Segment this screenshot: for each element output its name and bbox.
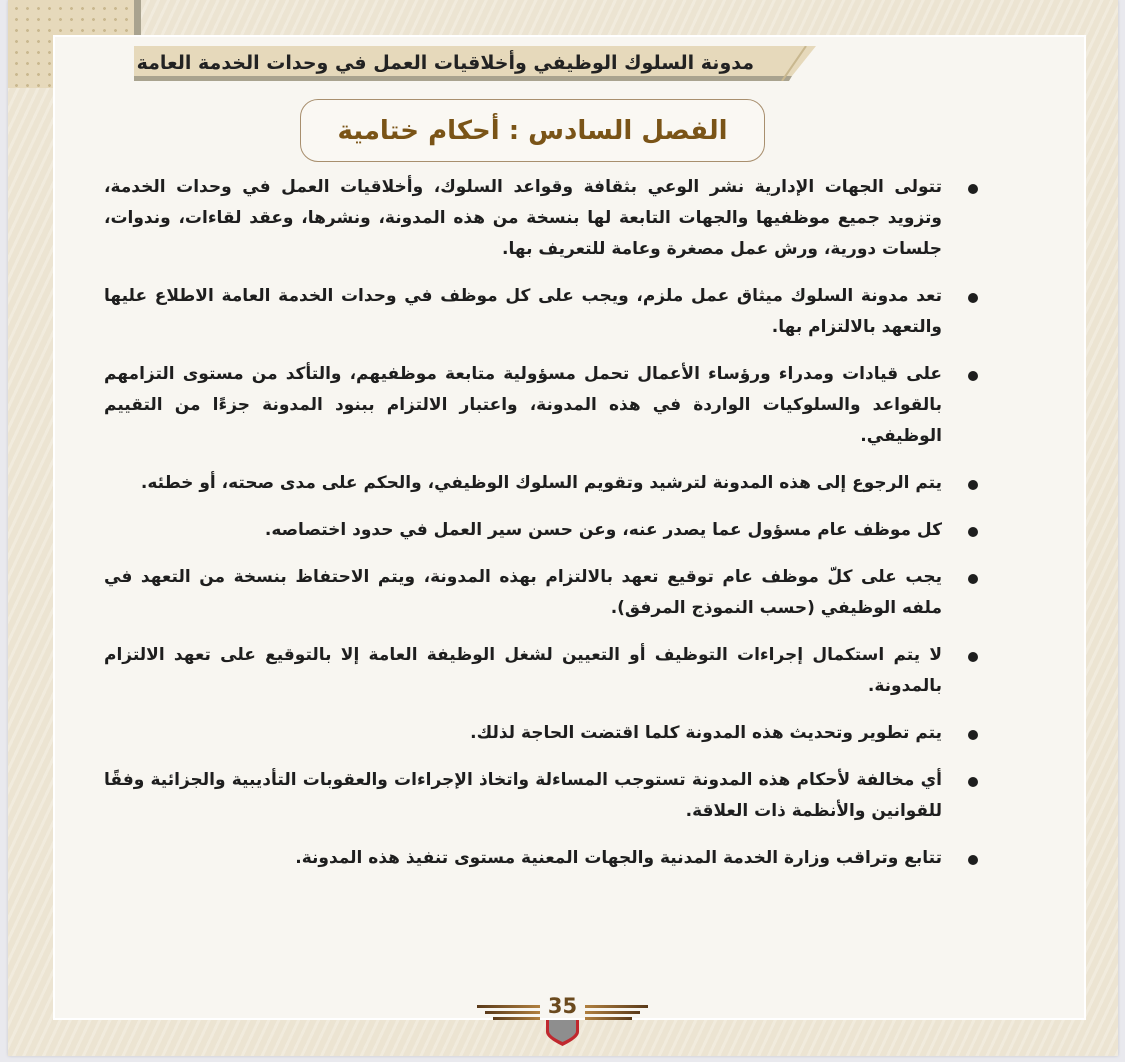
page-number: 35 bbox=[547, 994, 578, 1018]
bullet-icon bbox=[968, 574, 978, 584]
bullet-icon bbox=[968, 730, 978, 740]
clause-text: يتم الرجوع إلى هذه المدونة لترشيد وتقويم السلوك الوظيفي، والحكم على مدى صحته، أو خطئه. bbox=[140, 473, 942, 493]
header-title: مدونة السلوك الوظيفي وأخلاقيات العمل في وحدات الخدمة العامة bbox=[136, 52, 754, 74]
chapter-heading-box bbox=[300, 99, 765, 162]
clause-item bbox=[104, 843, 982, 874]
clause-item bbox=[104, 765, 982, 827]
bullet-icon bbox=[968, 480, 978, 490]
running-header bbox=[134, 46, 816, 81]
clause-item bbox=[104, 172, 982, 265]
clause-text: على قيادات ومدراء ورؤساء الأعمال تحمل مسؤولية متابعة موظفيهم، والتأكد من مستوى التزامهم بالقواعد والسلوكيات الواردة في هذه المدونة، واعتبار الالتزام ببنود المدونة جزءًا من التقييم الوظيفي. bbox=[104, 364, 942, 446]
clause-text: تتابع وتراقب وزارة الخدمة المدنية والجهات المعنية مستوى تنفيذ هذه المدونة. bbox=[295, 848, 942, 868]
bullet-icon bbox=[968, 527, 978, 537]
clause-item bbox=[104, 562, 982, 624]
clause-item bbox=[104, 359, 982, 452]
chapter-title: الفصل السادس : أحكام ختامية bbox=[337, 115, 728, 146]
clause-text: يتم تطوير وتحديث هذه المدونة كلما اقتضت الحاجة لذلك. bbox=[470, 723, 942, 743]
bullet-icon bbox=[968, 652, 978, 662]
clause-item bbox=[104, 281, 982, 343]
page-number-emblem bbox=[475, 996, 650, 1046]
clause-text: يجب على كلّ موظف عام توقيع تعهد بالالتزام بهذه المدونة، ويتم الاحتفاظ بنسخة من التعهد في ملفه الوظيفي (حسب النموذج المرفق). bbox=[104, 567, 942, 618]
clause-item bbox=[104, 515, 982, 546]
bullet-icon bbox=[968, 184, 978, 194]
clause-list bbox=[104, 172, 982, 890]
clause-text: أي مخالفة لأحكام هذه المدونة تستوجب المساءلة واتخاذ الإجراءات والعقوبات التأديبية والجزائية وفقًا للقوانين والأنظمة ذات العلاقة. bbox=[104, 770, 942, 821]
clause-item bbox=[104, 468, 982, 499]
clause-item bbox=[104, 640, 982, 702]
clause-text: لا يتم استكمال إجراءات التوظيف أو التعيين لشغل الوظيفة العامة إلا بالتوقيع على تعهد الالتزام بالمدونة. bbox=[104, 645, 942, 696]
clause-text: تتولى الجهات الإدارية نشر الوعي بثقافة وقواعد السلوك، وأخلاقيات العمل في وحدات الخدمة، وتزويد جميع موظفيها والجهات التابعة لها بنسخة من هذه المدونة، ونشرها، وعقد لقاءات، وندوات، جلسات دورية، ورش عمل مصغرة وعامة للتعريف بها. bbox=[104, 177, 942, 259]
bullet-icon bbox=[968, 777, 978, 787]
bullet-icon bbox=[968, 371, 978, 381]
bullet-icon bbox=[968, 855, 978, 865]
bullet-icon bbox=[968, 293, 978, 303]
clause-text: كل موظف عام مسؤول عما يصدر عنه، وعن حسن سير العمل في حدود اختصاصه. bbox=[264, 520, 942, 540]
clause-item bbox=[104, 718, 982, 749]
clause-text: تعد مدونة السلوك ميثاق عمل ملزم، ويجب على كل موظف في وحدات الخدمة العامة الاطلاع عليها والتعهد بالالتزام بها. bbox=[104, 286, 942, 337]
